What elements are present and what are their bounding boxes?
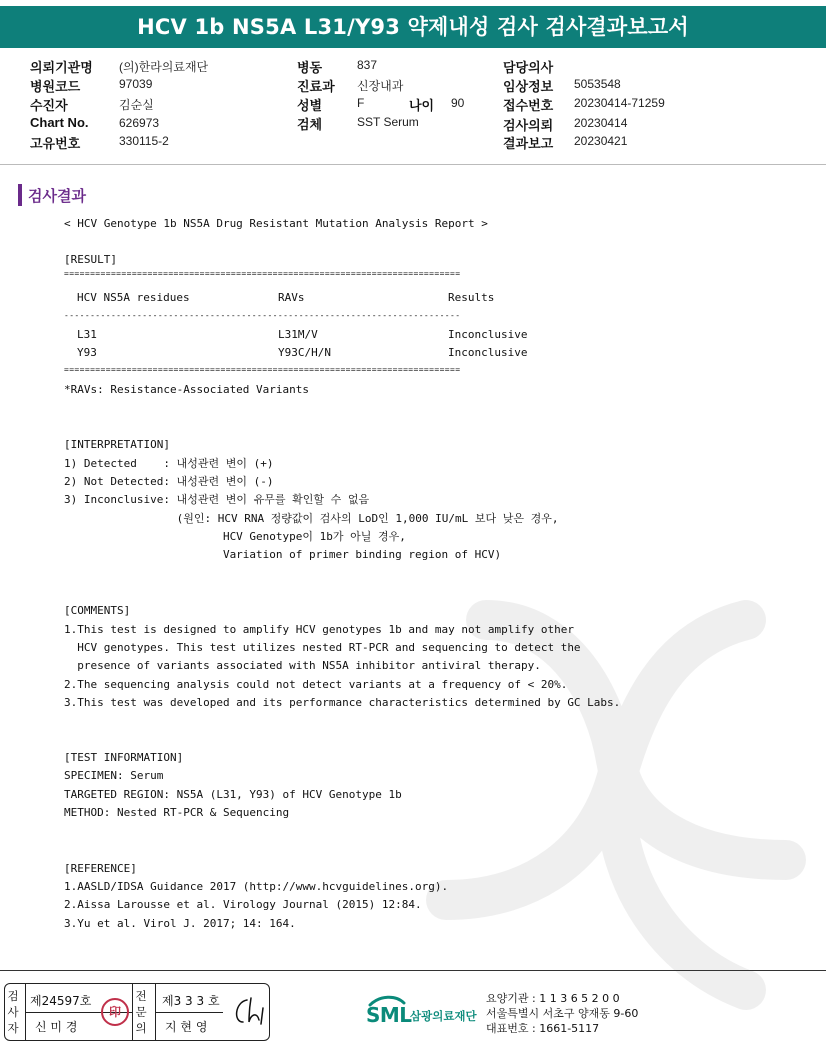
- patient-info-panel: [0, 52, 826, 164]
- patient-info-divider: [0, 164, 826, 165]
- section-title: 검사결과: [28, 186, 86, 205]
- reference-line: 1.AASLD/IDSA Guidance 2017 (http://www.hcvguidelines.org).: [64, 880, 449, 893]
- pi-label-chart-no: Chart No.: [30, 115, 89, 130]
- table-header-residues: HCV NS5A residues: [77, 291, 190, 304]
- sign-divider: [132, 984, 133, 1040]
- result-double-rule-bottom: ============================================================================: [64, 365, 461, 374]
- pi-label-institution: 의뢰기관명: [30, 60, 93, 75]
- tester-seal-text: 印: [108, 1005, 121, 1019]
- table-header-ravs: RAVs: [278, 291, 305, 304]
- pi-label-clinical-info: 임상정보: [503, 79, 554, 94]
- table-header-results: Results: [448, 291, 495, 304]
- pi-label-specimen: 검체: [297, 117, 323, 132]
- confirmer-license: 제3 3 3 호: [162, 994, 220, 1008]
- pi-label-sex: 성별: [297, 98, 323, 113]
- pi-label-age: 나이: [409, 98, 435, 113]
- pi-value-hospital-code: 97039: [119, 77, 153, 91]
- interpretation-line: Variation of primer binding region of HCV): [64, 548, 502, 561]
- table-cell: Inconclusive: [448, 328, 528, 341]
- comment-line: 2.The sequencing analysis could not detect variants at a frequency of < 20%.: [64, 678, 568, 691]
- pi-label-department: 진료과: [297, 79, 335, 94]
- sign-hline: [155, 1012, 223, 1013]
- comment-line: HCV genotypes. This test utilizes nested RT-PCR and sequencing to detect the: [64, 641, 581, 654]
- ravs-footnote: *RAVs: Resistance-Associated Variants: [64, 383, 310, 396]
- table-cell: L31: [77, 328, 97, 341]
- table-cell: Y93: [77, 346, 97, 359]
- pi-label-patient: 수진자: [30, 98, 68, 113]
- org-info: [486, 991, 638, 1036]
- pi-value-institution: (의)한라의료재단: [119, 60, 209, 74]
- org-name: 삼광의료재단: [410, 1009, 477, 1023]
- pi-label-request-date: 검사의뢰: [503, 118, 554, 133]
- tester-seal: [101, 998, 129, 1026]
- report-heading: < HCV Genotype 1b NS5A Drug Resistant Mutation Analysis Report >: [64, 217, 488, 230]
- table-cell: Inconclusive: [448, 346, 528, 359]
- pi-value-age: 90: [451, 96, 465, 110]
- comments-label: [COMMENTS]: [64, 604, 131, 617]
- test-info-label: [TEST INFORMATION]: [64, 751, 184, 764]
- signature-icon: [227, 992, 267, 1032]
- pi-value-department: 신장내과: [357, 79, 404, 93]
- pi-value-receipt-no: 20230414-71259: [574, 96, 665, 110]
- pi-value-report-date: 20230421: [574, 134, 628, 148]
- test-info-line: TARGETED REGION: NS5A (L31, Y93) of HCV Genotype 1b: [64, 788, 402, 801]
- tester-role: [7, 988, 21, 1036]
- tester-license: 제24597호: [30, 994, 92, 1008]
- test-info-line: SPECIMEN: Serum: [64, 769, 164, 782]
- reference-line: 3.Yu et al. Virol J. 2017; 14: 164.: [64, 917, 296, 930]
- comment-line: 3.This test was developed and its performance characteristics determined by GC Labs.: [64, 696, 621, 709]
- confirmer-name: 지 현 영: [165, 1020, 208, 1034]
- section-heading: [18, 183, 86, 207]
- confirmer-role: [135, 988, 149, 1036]
- pi-value-chart-no: 626973: [119, 116, 160, 130]
- org-line: 대표번호 : 1661-5117: [486, 1022, 600, 1035]
- pi-label-unique-id: 고유번호: [30, 136, 81, 151]
- tester-role-text: 검사자: [7, 989, 19, 1035]
- pi-label-doctor: 담당의사: [503, 60, 554, 75]
- pi-value-unique-id: 330115-2: [119, 134, 169, 148]
- comment-line: 1.This test is designed to amplify HCV genotypes 1b and may not amplify other: [64, 623, 574, 636]
- org-line: 서울특별시 서초구 양재동 9-60: [486, 1007, 639, 1020]
- sml-logo-text: SML: [366, 1003, 412, 1027]
- interpretation-label: [INTERPRETATION]: [64, 438, 170, 451]
- table-cell: L31M/V: [278, 328, 318, 341]
- result-double-rule-top: ============================================================================: [64, 269, 461, 278]
- pi-value-clinical-info: 5053548: [574, 77, 621, 91]
- result-single-rule: ----------------------------------------------------------------------------: [64, 311, 461, 320]
- pi-value-patient: 김순실: [119, 98, 154, 112]
- pi-value-sex: F: [357, 96, 365, 110]
- interpretation-line: (원인: HCV RNA 정량값이 검사의 LoD인 1,000 IU/mL 보다 낮은 경우,: [64, 512, 559, 525]
- pi-label-ward: 병동: [297, 60, 323, 75]
- test-info-line: METHOD: Nested RT-PCR & Sequencing: [64, 806, 290, 819]
- pi-label-hospital-code: 병원코드: [30, 79, 81, 94]
- pi-value-request-date: 20230414: [574, 116, 628, 130]
- report-title: HCV 1b NS5A L31/Y93 약제내성 검사 검사결과보고서: [0, 6, 826, 48]
- org-line: 요양기관 : 1 1 3 6 5 2 0 0: [486, 992, 620, 1005]
- result-label: [RESULT]: [64, 253, 117, 266]
- table-cell: Y93C/H/N: [278, 346, 331, 359]
- tester-name: 신 미 경: [35, 1020, 78, 1034]
- pi-label-report-date: 결과보고: [503, 136, 554, 151]
- pi-label-receipt-no: 접수번호: [503, 98, 554, 113]
- confirmer-role-text: 전문의: [135, 989, 147, 1035]
- pi-value-specimen: SST Serum: [357, 115, 419, 129]
- sml-logo: [366, 993, 477, 1031]
- section-marker: [18, 184, 22, 206]
- interpretation-line: 1) Detected : 내성관련 변이 (+): [64, 457, 274, 470]
- comment-line: presence of variants associated with NS5A inhibitor antiviral therapy.: [64, 659, 541, 672]
- pi-value-ward: 837: [357, 58, 378, 72]
- interpretation-line: 3) Inconclusive: 내성관련 변이 유무를 확인할 수 없음: [64, 493, 370, 506]
- reference-line: 2.Aissa Larousse et al. Virology Journal (2015) 12:84.: [64, 898, 422, 911]
- signature-box: [4, 983, 270, 1041]
- reference-label: [REFERENCE]: [64, 862, 137, 875]
- interpretation-line: HCV Genotype이 1b가 아닐 경우,: [64, 530, 406, 543]
- interpretation-line: 2) Not Detected: 내성관련 변이 (-): [64, 475, 274, 488]
